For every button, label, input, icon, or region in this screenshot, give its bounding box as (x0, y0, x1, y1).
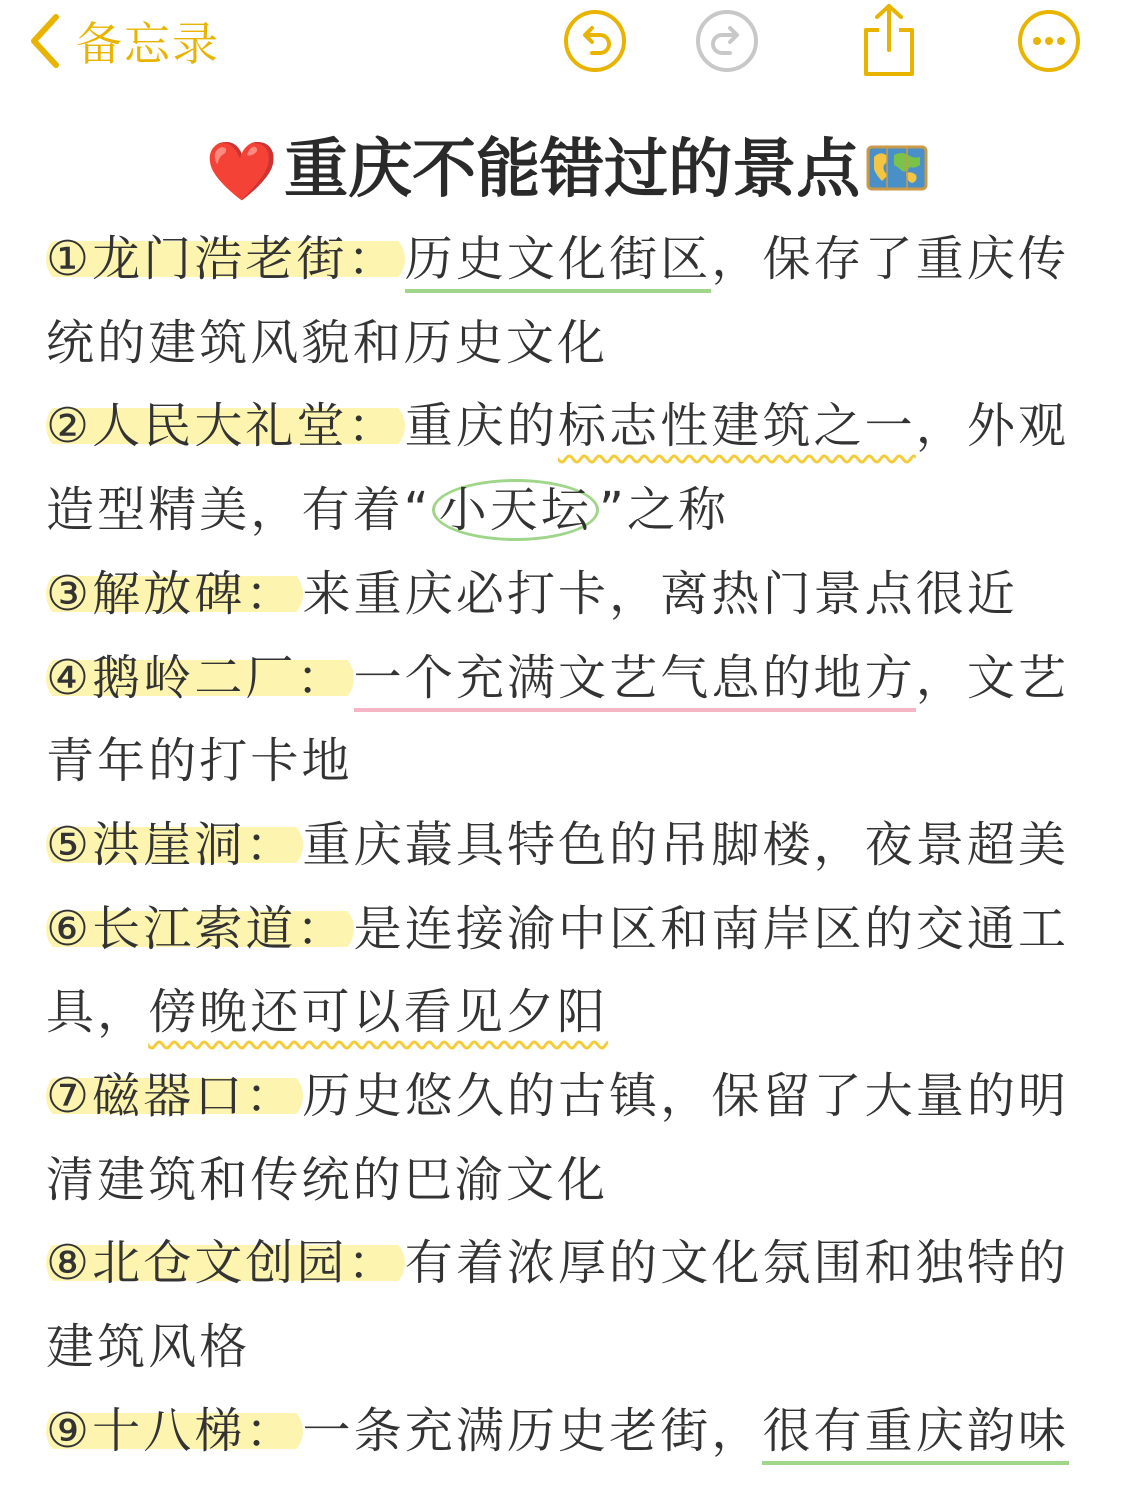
entry-text: 是连接渝中区和南岸区的交通工具， (46, 900, 1070, 1041)
chevron-left-icon (26, 11, 62, 71)
entry-heading: ③解放碑： (46, 566, 303, 622)
entry-text: 历史悠久的古镇，保留了大量的明清建筑和传统的巴渝文化 (46, 1068, 1070, 1208)
entry-text: 有着浓厚的文化氛围和独特的建筑风格 (46, 1235, 1070, 1376)
entry-text: 来重庆必打卡，离热门景点很近 (302, 565, 1018, 622)
entry-text: 重庆的 (404, 398, 559, 455)
note-body[interactable] (46, 218, 1096, 1474)
note-toolbar (0, 0, 1134, 86)
share-icon (858, 2, 920, 78)
entry-heading: ⑨十八梯： (46, 1403, 303, 1459)
note-title-text: 重庆不能错过的景点 (284, 133, 861, 207)
highlighted-text: 傍晚还可以看见夕阳 (148, 984, 609, 1041)
entry-text: ，保存了重庆传统的建筑风貌和历史文化 (46, 231, 1070, 371)
entry-text: 重庆蕞具特色的吊脚楼，夜景超美 (302, 816, 1070, 873)
entry-text: 一条充满历史老街， (302, 1402, 763, 1459)
entry-heading: ⑦磁器口： (46, 1068, 303, 1124)
note-entry (46, 1055, 1096, 1222)
entry-heading: ④鹅岭二厂： (46, 650, 354, 706)
note-entry (46, 218, 1096, 385)
redo-button[interactable] (694, 8, 760, 74)
entry-text: ”之称 (598, 482, 730, 539)
redo-icon (694, 8, 760, 74)
entry-text: ，外观造型精美，有着“ (46, 398, 1070, 539)
world-map-icon (866, 135, 928, 185)
note-entry (46, 888, 1096, 1055)
entry-heading: ⑥长江索道： (46, 901, 354, 957)
note-entry (46, 385, 1096, 552)
highlighted-text: 一个充满文艺气息的地方 (354, 650, 916, 712)
heart-emoji: ❤️ (205, 137, 279, 205)
note-title (0, 118, 1134, 210)
note-entry (46, 1390, 1096, 1474)
entry-text: ，文艺青年的打卡地 (46, 649, 1070, 790)
note-entry (46, 804, 1096, 888)
entry-heading: ⑧北仓文创园： (46, 1235, 405, 1291)
entry-heading: ⑤洪崖洞： (46, 817, 303, 873)
undo-icon (562, 8, 628, 74)
note-entry (46, 1222, 1096, 1389)
back-button[interactable] (26, 8, 220, 74)
undo-button[interactable] (562, 8, 628, 74)
note-entry (46, 553, 1096, 637)
highlighted-text: 标志性建筑之一 (558, 398, 916, 455)
highlighted-text: 历史文化街区 (405, 231, 712, 293)
more-button[interactable] (1016, 8, 1082, 74)
highlighted-text: 小天坛 (432, 479, 599, 541)
note-entry (46, 637, 1096, 804)
entry-heading: ②人民大礼堂： (46, 398, 405, 454)
entry-heading: ①龙门浩老街： (46, 231, 405, 287)
highlighted-text: 很有重庆韵味 (762, 1403, 1069, 1465)
share-button[interactable] (858, 2, 920, 78)
back-label: 备忘录 (76, 17, 220, 71)
more-icon (1016, 8, 1082, 74)
